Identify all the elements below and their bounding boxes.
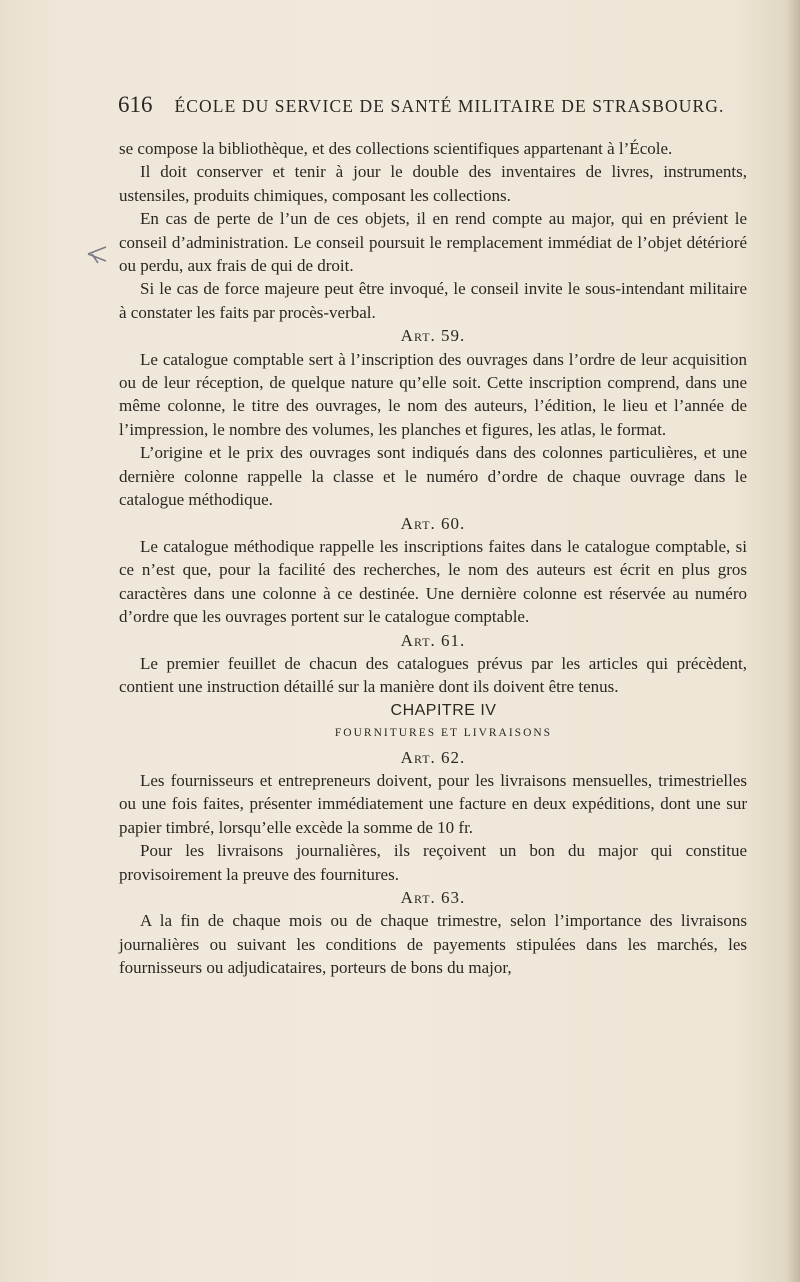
paragraph: Le catalogue méthodique rappelle les inscriptions faites dans le catalogue comptable, si ce n’est que, pour la facilité des recherches, le nom des auteurs est écrit en plus gros caractères dans une colonne à ce destinée. Une dernière colonne est réservée au numéro d’ordre que les ouvrages portent sur le catalogue comptable. bbox=[119, 536, 747, 627]
paragraph: A la fin de chaque mois ou de chaque trimestre, selon l’importance des livraisons journalières ou suivant les conditions de payements stipulées dans les marchés, les fournisseurs ou adjudicataires, porteurs de bons du major, bbox=[119, 911, 747, 978]
paragraph: Pour les livraisons journalières, ils reçoivent un bon du major qui constitue provisoirement la preuve des fournitures. bbox=[119, 841, 747, 884]
margin-mark bbox=[86, 243, 108, 265]
chapter-subtitle: FOURNITURES ET LIVRAISONS bbox=[334, 727, 553, 740]
article-heading: Art. 59. bbox=[400, 326, 466, 346]
article-heading: Art. 61. bbox=[400, 630, 466, 650]
article-heading: Art. 62. bbox=[400, 747, 466, 767]
paragraph: Le premier feuillet de chacun des catalogues prévus par les articles qui précèdent, contient une instruction détaillé sur la manière dont ils doivent être tenus. bbox=[119, 653, 747, 697]
running-title: ÉCOLE DU SERVICE DE SANTÉ MILITAIRE DE STRASBOURG. bbox=[174, 96, 725, 116]
paragraph: L’origine et le prix des ouvrages sont indiqués dans des colonnes particulières, et une dernière colonne rappelle la classe et le numéro d’ordre de chaque ouvrage dans le catalogue méthodique. bbox=[119, 443, 747, 510]
paragraph: Les fournisseurs et entrepreneurs doivent, pour les livraisons mensuelles, trimestrielles ou une fois faites, présenter immédiatement une facture en deux expéditions, dont une sur papier timbré, lorsqu’elle excède la somme de 10 fr. bbox=[119, 770, 747, 837]
article-heading: Art. 60. bbox=[400, 513, 466, 533]
paragraph: Le catalogue comptable sert à l’inscription des ouvrages dans l’ordre de leur acquisition ou de leur réception, de quelque nature qu’elle soit. Cette inscription comprend, dans une même colonne, le titre des ouvrages, le nom des auteurs, l’édition, le lieu et l’année de l’impression, le nombre des volumes, les planches et figures, les atlas, le format. bbox=[119, 349, 747, 439]
page-edge-shadow bbox=[786, 0, 800, 1282]
paragraph: Il doit conserver et tenir à jour le double des inventaires de livres, instruments, ustensiles, produits chimiques, composant les collections. bbox=[119, 162, 747, 205]
body-text bbox=[119, 137, 747, 980]
chapter-title: CHAPITRE IV bbox=[390, 701, 497, 719]
paragraph: se compose la bibliothèque, et des collections scientifiques appartenant à l’École. bbox=[119, 139, 673, 158]
running-header bbox=[118, 92, 746, 118]
paragraph: Si le cas de force majeure peut être invoqué, le conseil invite le sous-intendant militaire à constater les faits par procès-verbal. bbox=[119, 279, 747, 322]
paragraph: En cas de perte de l’un de ces objets, il en rend compte au major, qui en prévient le conseil d’administration. Le conseil poursuit le remplacement immédiat de l’objet détérioré ou perdu, aux frais de qui de droit. bbox=[119, 209, 747, 276]
article-heading: Art. 63. bbox=[400, 888, 466, 907]
page-number: 616 bbox=[118, 92, 153, 117]
